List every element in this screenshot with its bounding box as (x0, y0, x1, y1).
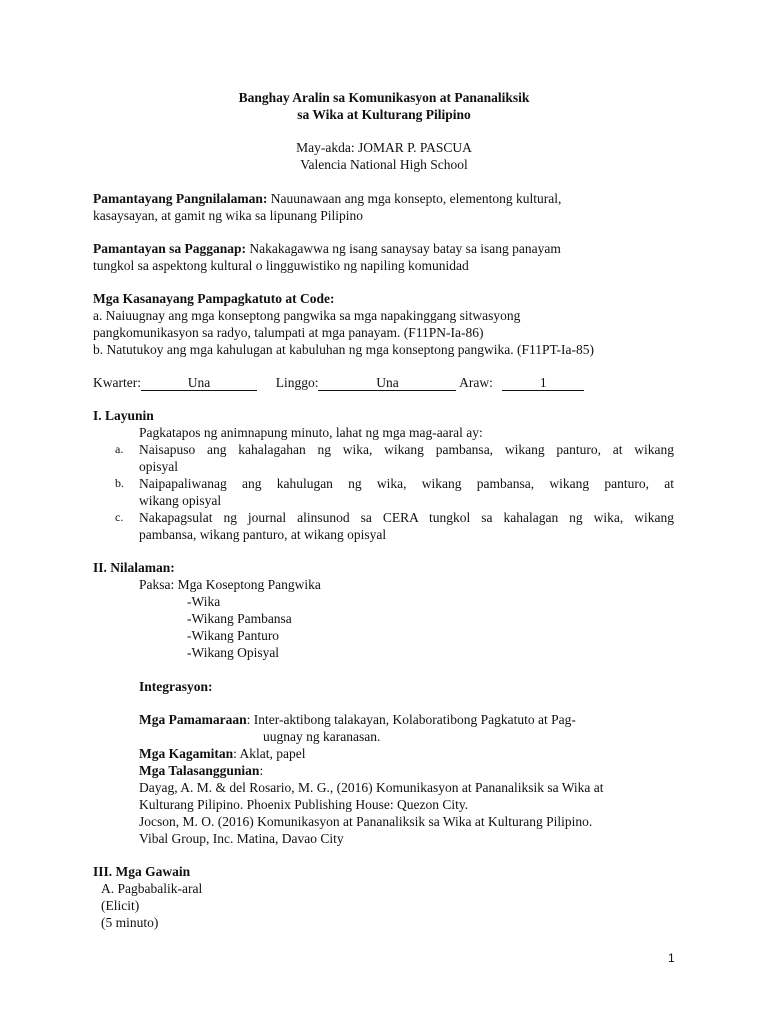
kasanayan-heading: Mga Kasanayang Pampagkatuto at Code: (93, 291, 335, 306)
subtopic: -Wikang Pambansa (187, 611, 292, 626)
document-title-line2: sa Wika at Kulturang Pilipino (297, 107, 471, 122)
schedule-row (93, 374, 584, 391)
pamantayan-sa-pagganap: Pamantayan sa Pagganap: Nakakagawwa ng isang sanaysay batay sa isang panayam (93, 241, 561, 256)
author-line: May-akda: JOMAR P. PASCUA (296, 140, 472, 155)
kagamitan: Mga Kagamitan: Aklat, papel (139, 746, 306, 761)
reference-line: Vibal Group, Inc. Matina, Davao City (139, 831, 344, 846)
layunin-item-b-cont: wikang opisyal (139, 493, 222, 508)
subtopic: -Wikang Panturo (187, 628, 280, 643)
araw-label: Araw: (459, 375, 493, 390)
gawain-elicit: (Elicit) (101, 898, 140, 913)
layunin-heading: I. Layunin (93, 408, 154, 423)
pamantayan-sa-pagganap-cont: tungkol sa aspektong kultural o lingguwistiko ng napiling komunidad (93, 258, 469, 273)
layunin-item-a: Naisapuso ang kahalagahan ng wika, wikang pambansa, wikang panturo, at wikang (139, 442, 674, 457)
layunin-item-a-cont: opisyal (139, 459, 178, 474)
nilalaman-heading: II. Nilalaman: (93, 560, 175, 575)
subtopic: -Wika (187, 594, 221, 609)
pamantayang-pangnilalaman-cont: kasaysayan, at gamit ng wika sa lipunang Pilipino (93, 208, 363, 223)
list-marker: b. (115, 476, 124, 490)
kwarter-value: Una (141, 375, 257, 391)
pamamaraan-cont: uugnay ng karanasan. (263, 729, 381, 744)
page-number: 1 (668, 951, 675, 965)
school-name: Valencia National High School (300, 157, 468, 172)
integrasyon-label: Integrasyon: (139, 679, 213, 694)
layunin-item-c: Nakapagsulat ng journal alinsunod sa CERA tungkol sa kahalagan ng wika, wikang (139, 510, 674, 525)
gawain-item: A. Pagbabalik-aral (101, 881, 203, 896)
talasanggunian-label: Mga Talasanggunian: (139, 763, 264, 778)
reference-line: Jocson, M. O. (2016) Komunikasyon at Pananaliksik sa Wika at Kulturang Pilipino. (139, 814, 593, 829)
list-marker: a. (115, 442, 124, 456)
kwarter-label: Kwarter: (93, 375, 141, 390)
gawain-minutes: (5 minuto) (101, 915, 159, 930)
pamantayang-pangnilalaman: Pamantayang Pangnilalaman: Nauunawaan ang mga konsepto, elementong kultural, (93, 191, 562, 206)
reference-line: Kulturang Pilipino. Phoenix Publishing House: Quezon City. (139, 797, 469, 812)
list-marker: c. (115, 510, 124, 524)
subtopic: -Wikang Opisyal (187, 645, 280, 660)
document-title-line1: Banghay Aralin sa Komunikasyon at Pananaliksik (238, 90, 530, 105)
layunin-intro: Pagkatapos ng animnapung minuto, lahat ng mga mag-aaral ay: (139, 425, 483, 440)
pamamaraan: Mga Pamamaraan: Inter-aktibong talakayan, Kolaboratibong Pagkatuto at Pag- (139, 712, 576, 727)
araw-value: 1 (502, 375, 584, 391)
reference-line: Dayag, A. M. & del Rosario, M. G., (2016) Komunikasyon at Pananaliksik sa Wika at (139, 780, 604, 795)
linggo-value: Una (318, 375, 456, 391)
kasanayan-line: a. Naiuugnay ang mga konseptong pangwika sa mga napakinggang sitwasyong (93, 308, 521, 323)
kasanayan-line: b. Natutukoy ang mga kahulugan at kabuluhan ng mga konseptong pangwika. (F11PT-Ia-85) (93, 342, 595, 357)
paksa: Paksa: Mga Koseptong Pangwika (139, 577, 321, 592)
linggo-label: Linggo: (275, 375, 319, 390)
kasanayan-line: pangkomunikasyon sa radyo, talumpati at mga panayam. (F11PN-Ia-86) (93, 325, 484, 340)
layunin-item-b: Naipapaliwanag ang kahulugan ng wika, wikang pambansa, wikang panturo, at (139, 476, 674, 491)
gawain-heading: III. Mga Gawain (93, 864, 191, 879)
layunin-item-c-cont: pambansa, wikang panturo, at wikang opisyal (139, 527, 387, 542)
